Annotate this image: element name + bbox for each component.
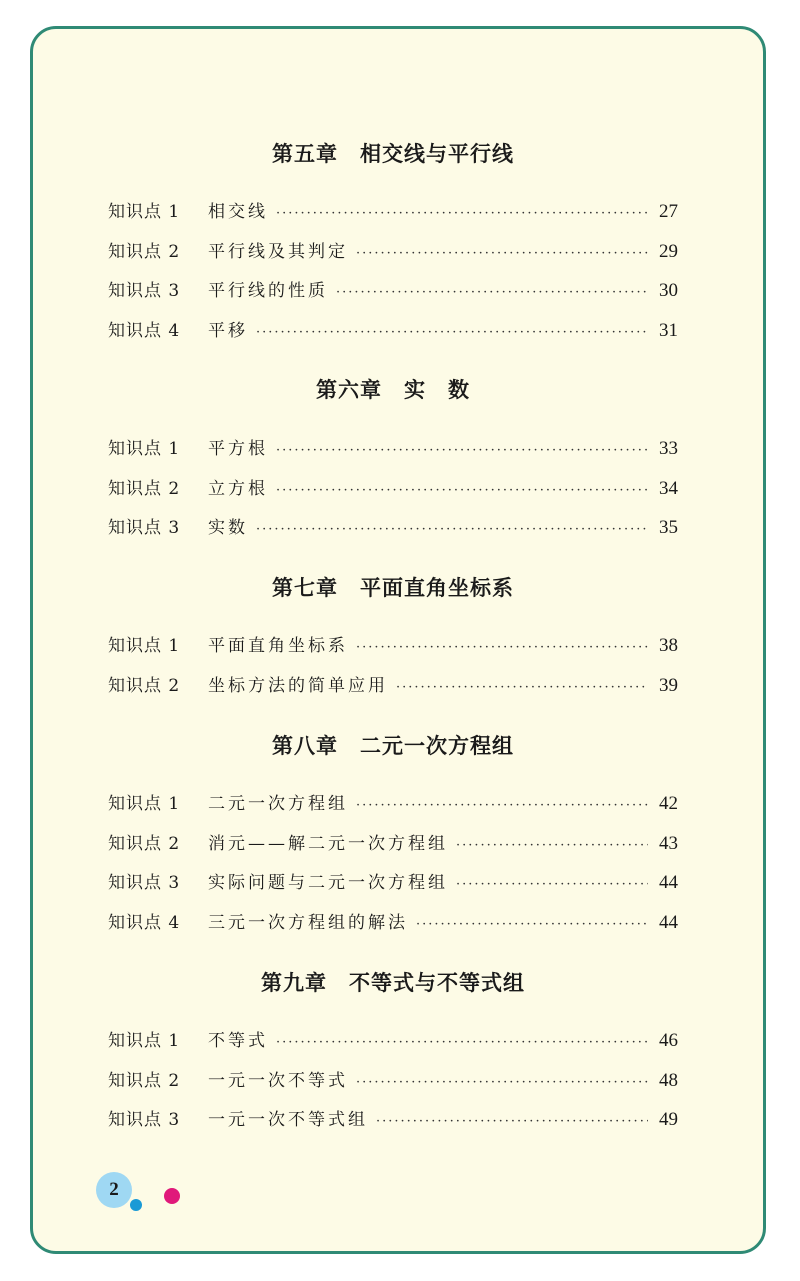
entry-title: 平行线的性质 — [208, 281, 328, 301]
chapter-title-9: 第九章 不等式与不等式组 — [261, 971, 525, 995]
dot-leader — [396, 680, 648, 695]
entry-page-number: 49 — [659, 1109, 678, 1130]
entry-title: 一元一次不等式 — [208, 1071, 348, 1091]
toc-entry[interactable] — [108, 197, 678, 223]
entry-label: 知识点 1 — [108, 202, 181, 222]
dot-leader — [356, 246, 648, 261]
entry-title: 三元一次方程组的解法 — [208, 913, 408, 933]
dot-leader — [336, 285, 648, 300]
toc-entry[interactable] — [108, 513, 678, 539]
entry-title: 实际问题与二元一次方程组 — [208, 873, 448, 893]
dot-leader — [276, 206, 648, 221]
entry-page-number: 43 — [659, 833, 678, 854]
toc-entry[interactable] — [108, 829, 678, 855]
entry-label: 知识点 4 — [108, 321, 181, 341]
entry-label: 知识点 3 — [108, 873, 181, 893]
dot-leader — [376, 1114, 648, 1129]
entry-title: 实数 — [208, 518, 248, 538]
entry-page-number: 27 — [659, 201, 678, 222]
dot-leader — [356, 1075, 648, 1090]
dot-leader — [276, 1035, 648, 1050]
toc-entry[interactable] — [108, 908, 678, 934]
toc-entry[interactable] — [108, 868, 678, 894]
entry-title: 立方根 — [208, 479, 268, 499]
page-number-badge: 2 — [96, 1172, 132, 1208]
dot-leader — [416, 917, 648, 932]
toc-entry[interactable] — [108, 276, 678, 302]
entry-page-number: 35 — [659, 517, 678, 538]
entry-label: 知识点 1 — [108, 636, 181, 656]
entry-page-number: 44 — [659, 912, 678, 933]
entry-title: 一元一次不等式组 — [208, 1110, 368, 1130]
chapter-title-6: 第六章 实 数 — [316, 378, 470, 402]
toc-entry[interactable] — [108, 474, 678, 500]
toc-entry[interactable] — [108, 631, 678, 657]
entry-label: 知识点 4 — [108, 913, 181, 933]
entry-label: 知识点 2 — [108, 479, 181, 499]
entry-label: 知识点 2 — [108, 676, 181, 696]
toc-entry[interactable] — [108, 434, 678, 460]
toc-entry[interactable] — [108, 1066, 678, 1092]
chapter-title-8: 第八章 二元一次方程组 — [272, 734, 514, 758]
dot-leader — [276, 443, 648, 458]
entry-page-number: 39 — [659, 675, 678, 696]
entry-label: 知识点 2 — [108, 834, 181, 854]
dot-leader — [256, 522, 648, 537]
entry-page-number: 42 — [659, 793, 678, 814]
entry-label: 知识点 1 — [108, 1031, 181, 1051]
entry-title: 平方根 — [208, 439, 268, 459]
chapter-title-7: 第七章 平面直角坐标系 — [272, 576, 514, 600]
entry-title: 不等式 — [208, 1031, 268, 1051]
entry-label: 知识点 2 — [108, 242, 181, 262]
toc-entry[interactable] — [108, 1105, 678, 1131]
entry-label: 知识点 3 — [108, 1110, 181, 1130]
dot-leader — [456, 838, 648, 853]
entry-title: 消元——解二元一次方程组 — [208, 834, 448, 854]
dot-leader — [356, 798, 648, 813]
entry-page-number: 48 — [659, 1070, 678, 1091]
chapter-title-5: 第五章 相交线与平行线 — [272, 142, 514, 166]
toc-entry[interactable] — [108, 1026, 678, 1052]
entry-page-number: 31 — [659, 320, 678, 341]
dot-leader — [356, 640, 648, 655]
entry-label: 知识点 1 — [108, 439, 181, 459]
entry-page-number: 33 — [659, 438, 678, 459]
entry-page-number: 38 — [659, 635, 678, 656]
entry-title: 坐标方法的简单应用 — [208, 676, 388, 696]
entry-label: 知识点 1 — [108, 794, 181, 814]
entry-page-number: 29 — [659, 241, 678, 262]
entry-label: 知识点 3 — [108, 281, 181, 301]
entry-title: 相交线 — [208, 202, 268, 222]
entry-page-number: 44 — [659, 872, 678, 893]
decorative-blue-dot — [130, 1199, 142, 1211]
entry-page-number: 34 — [659, 478, 678, 499]
dot-leader — [276, 483, 648, 498]
dot-leader — [256, 325, 648, 340]
toc-entry[interactable] — [108, 316, 678, 342]
toc-entry[interactable] — [108, 237, 678, 263]
entry-title: 平面直角坐标系 — [208, 636, 348, 656]
entry-label: 知识点 2 — [108, 1071, 181, 1091]
entry-title: 二元一次方程组 — [208, 794, 348, 814]
toc-entry[interactable] — [108, 789, 678, 815]
dot-leader — [456, 877, 648, 892]
entry-label: 知识点 3 — [108, 518, 181, 538]
entry-page-number: 30 — [659, 280, 678, 301]
entry-title: 平行线及其判定 — [208, 242, 348, 262]
entry-title: 平移 — [208, 321, 248, 341]
entry-page-number: 46 — [659, 1030, 678, 1051]
toc-entry[interactable] — [108, 671, 678, 697]
decorative-pink-dot — [164, 1188, 180, 1204]
